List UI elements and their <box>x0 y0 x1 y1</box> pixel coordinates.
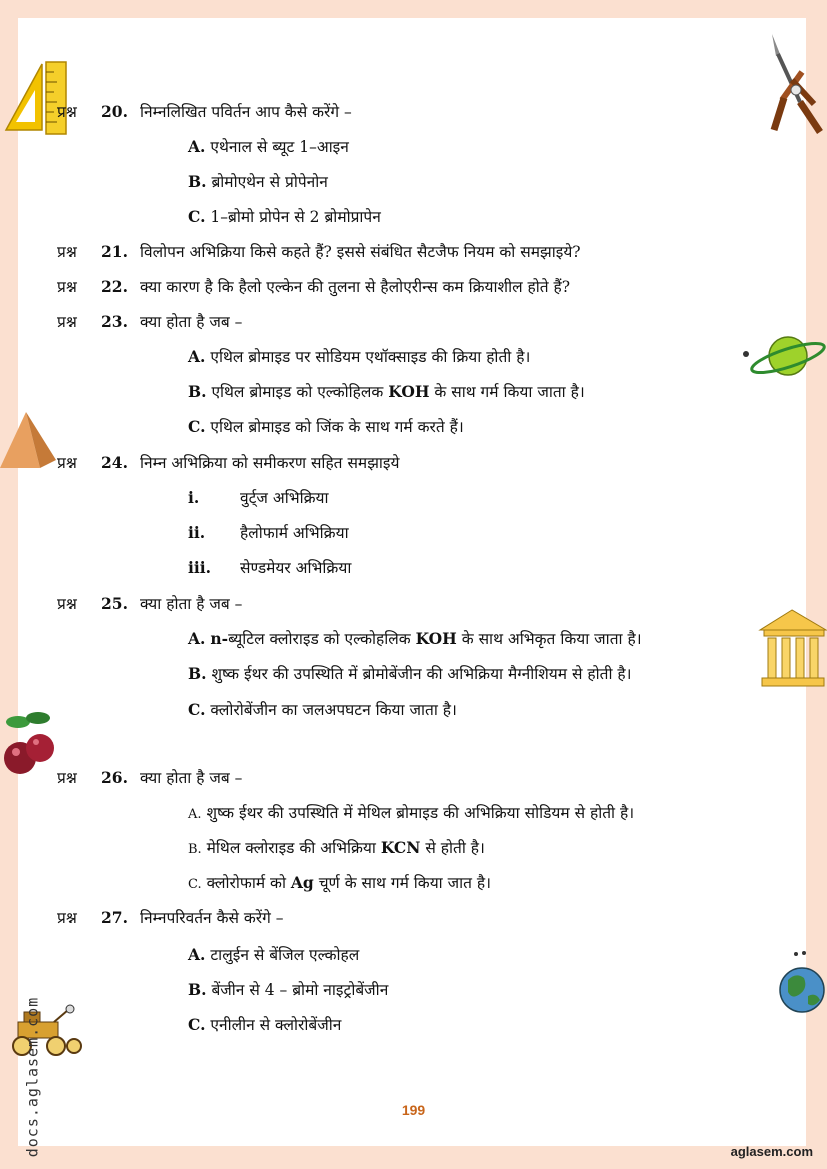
formula: n- <box>210 629 229 648</box>
option-letter: B. <box>188 382 207 401</box>
question-label: प्रश्न <box>57 769 77 787</box>
question-number: 21. <box>101 242 128 261</box>
globe-icon <box>776 948 827 1018</box>
option-letter: B. <box>188 980 207 999</box>
formula: KOH <box>388 382 430 401</box>
option-text: चूर्ण के साथ गर्म किया जात है। <box>318 874 492 892</box>
option-text: एथिल ब्रोमाइड को जिंक के साथ गर्म करते हैं। <box>210 418 464 436</box>
option-text: हैलोफार्म अभिक्रिया <box>240 524 349 542</box>
option-text: शुष्क ईथर की उपस्थिति में ब्रोमोबेंजीन की अभिक्रिया मैग्नीशियम से होती है। <box>211 665 632 683</box>
question-text: निम्न अभिक्रिया को समीकरण सहित समझाइये <box>140 454 400 472</box>
question-text: निम्नलिखित पविर्तन आप कैसे करेंगे – <box>140 103 352 121</box>
question-number: 22. <box>101 277 128 296</box>
question-text: निम्नपरिवर्तन कैसे करेंगे – <box>140 909 284 927</box>
option-text: क्लोरोफार्म को <box>206 874 286 892</box>
question-number: 20. <box>101 102 128 121</box>
option-letter: C. <box>188 417 206 436</box>
option-item <box>188 417 464 437</box>
question-text: क्या होता है जब – <box>140 595 243 613</box>
question-label: प्रश्न <box>57 909 77 927</box>
option-item <box>188 207 381 227</box>
pencil-scissors-icon <box>762 32 826 134</box>
option-text: एथिल ब्रोमाइड को एल्कोहिलक <box>211 383 384 401</box>
option-letter: C. <box>188 877 202 892</box>
option-letter: A. <box>188 807 202 822</box>
option-text: एथेनाल से ब्यूट 1–आइन <box>210 138 349 156</box>
option-letter: C. <box>188 207 206 226</box>
option-item <box>188 873 491 895</box>
option-text: सेण्डमेयर अभिक्रिया <box>240 559 352 577</box>
option-letter: B. <box>188 664 207 683</box>
option-letter: C. <box>188 700 206 719</box>
option-item <box>188 803 634 825</box>
option-letter: C. <box>188 1015 206 1034</box>
option-letter: B. <box>188 172 207 191</box>
option-text: टालुईन से बेंजिल एल्कोहल <box>210 946 360 964</box>
option-text: मेथिल क्लोराइड की अभिक्रिया <box>206 839 376 857</box>
option-item <box>188 980 388 1000</box>
question-number: 24. <box>101 453 128 472</box>
question-label: प्रश्न <box>57 313 77 331</box>
option-text: एथिल ब्रोमाइड पर सोडियम एथॉक्साइड की क्रिया होती है। <box>210 348 531 366</box>
option-text: वुर्ट्ज अभिक्रिया <box>240 489 329 507</box>
rover-icon <box>4 1004 84 1060</box>
option-letter: B. <box>188 842 202 857</box>
option-text: से होती है। <box>425 839 485 857</box>
question-text: क्या कारण है कि हैलो एल्केन की तुलना से हैलोएरीन्स कम क्रियाशील होते हैं? <box>140 278 571 296</box>
option-letter: A. <box>188 629 206 648</box>
option-item <box>188 700 457 720</box>
option-item <box>188 664 632 684</box>
planet-icon <box>740 330 827 382</box>
option-text: बेंजीन से 4 – ब्रोमो नाइट्रोबेंजीन <box>211 981 389 999</box>
option-text: एनीलीन से क्लोरोबेंजीन <box>210 1016 342 1034</box>
option-item <box>188 629 642 649</box>
question-label: प्रश्न <box>57 243 77 261</box>
question-label: प्रश्न <box>57 454 77 472</box>
option-item <box>188 945 359 965</box>
question-number: 26. <box>101 768 128 787</box>
option-text: शुष्क ईथर की उपस्थिति में मेथिल ब्रोमाइड की अभिक्रिया सोडियम से होती है। <box>206 804 635 822</box>
question-number: 23. <box>101 312 128 331</box>
option-item <box>188 1015 341 1035</box>
question-label: प्रश्न <box>57 103 77 121</box>
option-text: 1–ब्रोमो प्रोपेन से 2 ब्रोमोप्रापेन <box>210 208 381 226</box>
question-number: 27. <box>101 908 128 927</box>
option-text: के साथ अभिकृत किया जाता है। <box>461 630 642 648</box>
option-item <box>188 137 349 157</box>
option-text: ब्यूटिल क्लोराइड को एल्कोहलिक <box>228 630 411 648</box>
question-text: विलोपन अभिक्रिया किसे कहते हैं? इससे संबंधित सैटजैफ नियम को समझाइये? <box>140 243 581 261</box>
formula: KOH <box>415 629 457 648</box>
watermark: docs.aglasem.com <box>23 996 42 1158</box>
question-label: प्रश्न <box>57 278 77 296</box>
option-letter: ii. <box>188 523 206 542</box>
berries-icon <box>2 708 58 780</box>
ruler-triangle-icon <box>2 60 70 135</box>
option-letter: iii. <box>188 558 212 577</box>
option-letter: i. <box>188 488 200 507</box>
question-number: 25. <box>101 594 128 613</box>
option-item <box>188 347 530 367</box>
option-letter: A. <box>188 347 206 366</box>
option-item <box>188 838 485 860</box>
question-text: क्या होता है जब – <box>140 313 243 331</box>
option-text: ब्रोमोएथेन से प्रोपेनोन <box>211 173 328 191</box>
option-letter: A. <box>188 137 206 156</box>
formula: KCN <box>380 838 421 857</box>
site-link[interactable]: aglasem.com <box>730 1144 813 1159</box>
option-text: के साथ गर्म किया जाता है। <box>434 383 585 401</box>
question-text: क्या होता है जब – <box>140 769 243 787</box>
page-sheet <box>18 18 806 1146</box>
page-number: 199 <box>401 1102 426 1118</box>
temple-icon <box>758 608 827 688</box>
option-item <box>188 382 585 402</box>
pyramid-icon <box>0 410 58 470</box>
option-letter: A. <box>188 945 206 964</box>
formula: Ag <box>290 873 314 892</box>
question-label: प्रश्न <box>57 595 77 613</box>
option-item <box>188 172 328 192</box>
option-text: क्लोरोबेंजीन का जलअपघटन किया जाता है। <box>210 701 457 719</box>
